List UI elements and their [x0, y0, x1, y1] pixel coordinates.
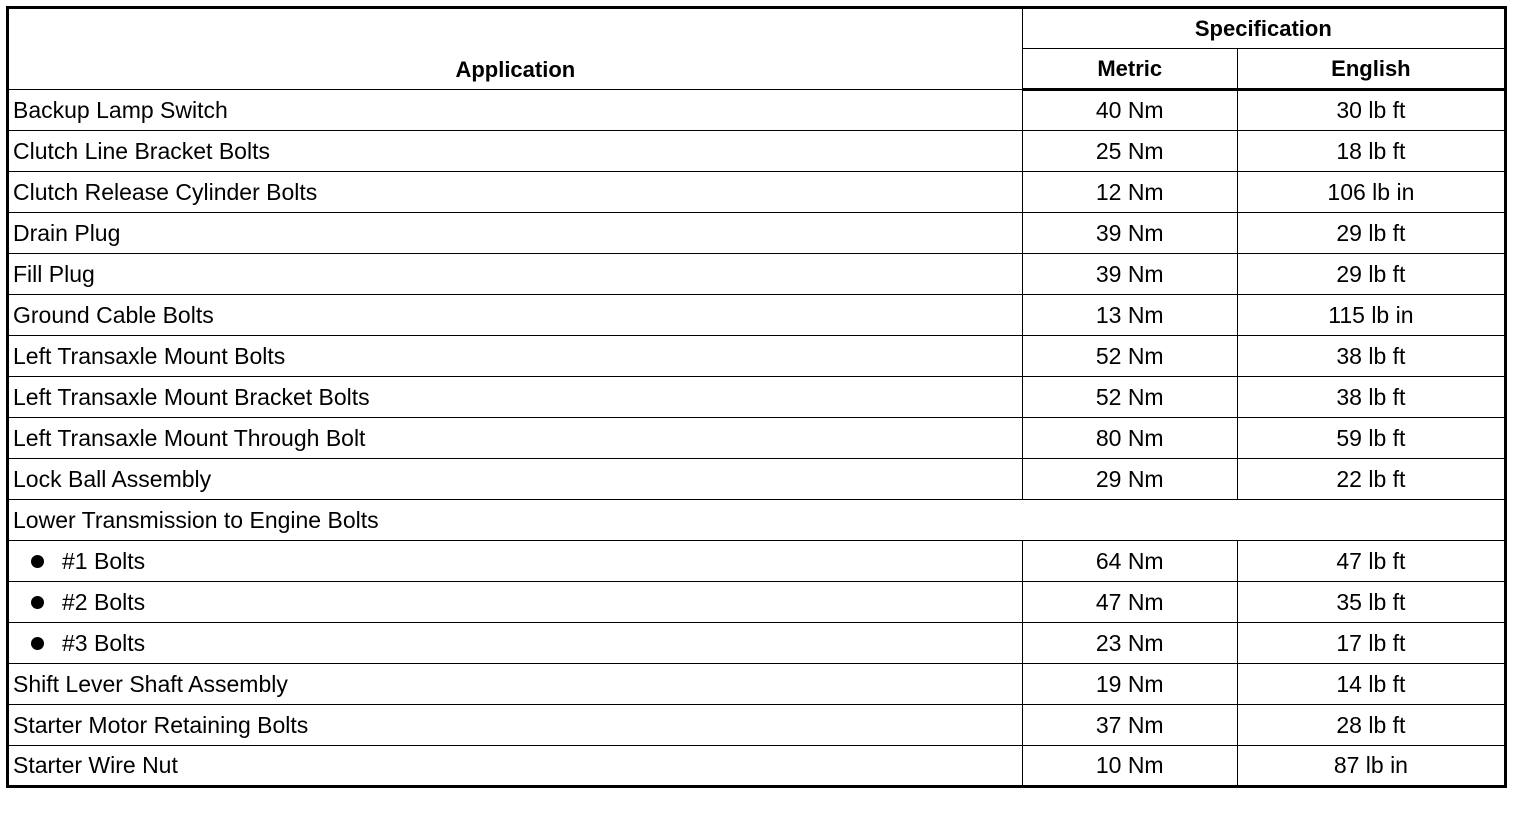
table-row: [8, 459, 1506, 500]
metric-cell: 52 Nm: [1022, 377, 1237, 418]
application-cell: Lock Ball Assembly: [8, 459, 1023, 500]
application-cell: Starter Motor Retaining Bolts: [8, 705, 1023, 746]
bullet-icon: [31, 637, 44, 650]
bullet-icon: [31, 596, 44, 609]
table-body: [8, 90, 1506, 787]
application-cell: Clutch Release Cylinder Bolts: [8, 172, 1023, 213]
metric-cell: 64 Nm: [1022, 541, 1237, 582]
bullet-icon: [31, 555, 44, 568]
english-cell: 17 lb ft: [1237, 623, 1505, 664]
metric-cell: 29 Nm: [1022, 459, 1237, 500]
metric-cell: 25 Nm: [1022, 131, 1237, 172]
table-row: [8, 418, 1506, 459]
english-cell: 115 lb in: [1237, 295, 1505, 336]
metric-cell: 37 Nm: [1022, 705, 1237, 746]
table-row: [8, 377, 1506, 418]
table-row: [8, 295, 1506, 336]
metric-cell: 19 Nm: [1022, 664, 1237, 705]
table-header: [8, 8, 1506, 90]
table-row: [8, 213, 1506, 254]
table-row: [8, 254, 1506, 295]
application-cell: Fill Plug: [8, 254, 1023, 295]
english-cell: 38 lb ft: [1237, 336, 1505, 377]
english-cell: 28 lb ft: [1237, 705, 1505, 746]
group-item-row: [8, 541, 1506, 582]
metric-cell: 12 Nm: [1022, 172, 1237, 213]
application-cell: Ground Cable Bolts: [8, 295, 1023, 336]
table-row: [8, 705, 1506, 746]
metric-cell: 13 Nm: [1022, 295, 1237, 336]
table-row: [8, 172, 1506, 213]
metric-cell: 39 Nm: [1022, 213, 1237, 254]
english-header: English: [1237, 49, 1505, 90]
application-cell: Clutch Line Bracket Bolts: [8, 131, 1023, 172]
metric-cell: 23 Nm: [1022, 623, 1237, 664]
metric-cell: 47 Nm: [1022, 582, 1237, 623]
group-item-label: #3 Bolts: [62, 629, 146, 656]
metric-cell: 80 Nm: [1022, 418, 1237, 459]
group-item-cell: [8, 582, 1023, 623]
group-header-row: [8, 500, 1506, 541]
table-row: [8, 131, 1506, 172]
english-cell: 38 lb ft: [1237, 377, 1505, 418]
table-row: [8, 336, 1506, 377]
english-cell: 30 lb ft: [1237, 90, 1505, 131]
group-item-cell: [8, 623, 1023, 664]
english-cell: 47 lb ft: [1237, 541, 1505, 582]
metric-header: Metric: [1022, 49, 1237, 90]
group-item-label: #1 Bolts: [62, 547, 146, 574]
english-cell: 29 lb ft: [1237, 213, 1505, 254]
english-cell: 22 lb ft: [1237, 459, 1505, 500]
application-cell: Starter Wire Nut: [8, 746, 1023, 787]
header-row: [8, 8, 1506, 49]
metric-cell: 10 Nm: [1022, 746, 1237, 787]
group-item-label: #2 Bolts: [62, 588, 146, 615]
group-item-cell: [8, 541, 1023, 582]
english-cell: 87 lb in: [1237, 746, 1505, 787]
table-row: [8, 90, 1506, 131]
metric-cell: 39 Nm: [1022, 254, 1237, 295]
application-header: Application: [8, 8, 1023, 90]
metric-cell: 52 Nm: [1022, 336, 1237, 377]
group-item-row: [8, 623, 1506, 664]
application-cell: Left Transaxle Mount Bolts: [8, 336, 1023, 377]
table-row: [8, 746, 1506, 787]
application-cell: Drain Plug: [8, 213, 1023, 254]
application-cell: Shift Lever Shaft Assembly: [8, 664, 1023, 705]
english-cell: 59 lb ft: [1237, 418, 1505, 459]
metric-cell: 40 Nm: [1022, 90, 1237, 131]
group-title: Lower Transmission to Engine Bolts: [8, 500, 1506, 541]
english-cell: 29 lb ft: [1237, 254, 1505, 295]
application-cell: Left Transaxle Mount Bracket Bolts: [8, 377, 1023, 418]
english-cell: 14 lb ft: [1237, 664, 1505, 705]
application-cell: Backup Lamp Switch: [8, 90, 1023, 131]
torque-spec-table: [6, 6, 1507, 788]
english-cell: 35 lb ft: [1237, 582, 1505, 623]
application-cell: Left Transaxle Mount Through Bolt: [8, 418, 1023, 459]
english-cell: 18 lb ft: [1237, 131, 1505, 172]
english-cell: 106 lb in: [1237, 172, 1505, 213]
table-row: [8, 664, 1506, 705]
specification-header: Specification: [1022, 8, 1505, 49]
group-item-row: [8, 582, 1506, 623]
